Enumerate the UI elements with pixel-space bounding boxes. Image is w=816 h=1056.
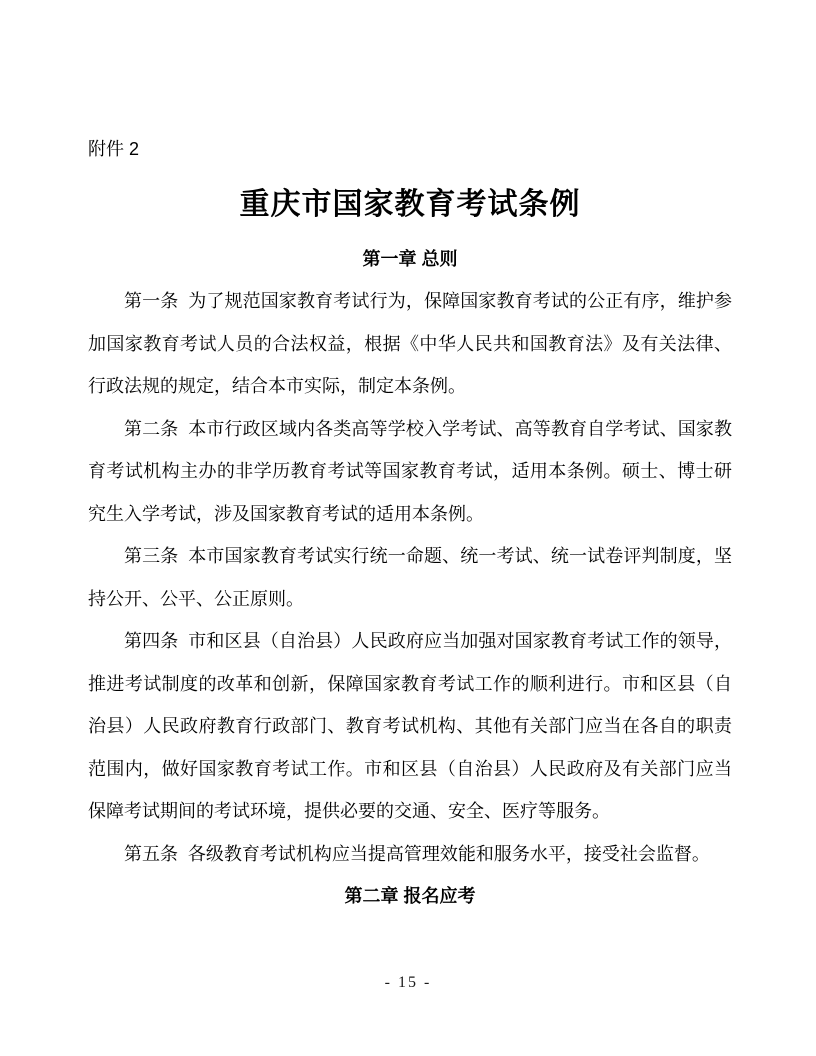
article-3-label: 第三条 — [124, 546, 179, 566]
article-1-text: 为了规范国家教育考试行为，保障国家教育考试的公正有序，维护参加国家教育考试人员的合法权益，根据《中华人民共和国教育法》及有关法律、行政法规的规定，结合本市实际，制定本条例。 — [88, 291, 733, 396]
article-1-paragraph — [88, 280, 732, 408]
attachment-label: 附件 2 — [88, 139, 140, 159]
article-2-label: 第二条 — [124, 418, 179, 439]
article-2-text: 本市行政区域内各类高等学校入学考试、高等教育自学考试、国家教育考试机构主办的非学历教育考试等国家教育考试，适用本条例。硕士、博士研究生入学考试，涉及国家教育考试的适用本条例。 — [88, 418, 733, 524]
article-4-label: 第四条 — [124, 631, 179, 651]
article-2-paragraph — [88, 408, 732, 536]
article-5-label: 第五条 — [124, 843, 178, 864]
article-5-paragraph — [88, 833, 732, 876]
article-3-paragraph — [88, 535, 732, 620]
document-title: 重庆市国家教育考试条例 — [239, 188, 581, 221]
article-4-paragraph — [88, 620, 732, 833]
chapter-1-heading: 第一章 总则 — [362, 249, 458, 269]
page-number: - 15 - — [384, 974, 432, 991]
article-3-text: 本市国家教育考试实行统一命题、统一考试、统一试卷评判制度，坚持公开、公平、公正原则。 — [88, 546, 733, 609]
article-4-text: 市和区县（自治县）人民政府应当加强对国家教育考试工作的领导，推进考试制度的改革和创新，保障国家教育考试工作的顺利进行。市和区县（自治县）人民政府教育行政部门、教育考试机构、其他有关部门应当在各自的职责范围内，做好国家教育考试工作。市和区县（自治县）人民政府及有关部门应当保障考试期间的考试环境，提供必要的交通、安全、医疗等服务。 — [88, 631, 733, 821]
article-5-text: 各级教育考试机构应当提高管理效能和服务水平，接受社会监督。 — [187, 843, 710, 864]
article-1-label: 第一条 — [124, 291, 179, 311]
articles-section — [88, 280, 732, 875]
document-content — [88, 0, 732, 909]
chapter-2-heading: 第二章 报名应考 — [344, 886, 476, 906]
